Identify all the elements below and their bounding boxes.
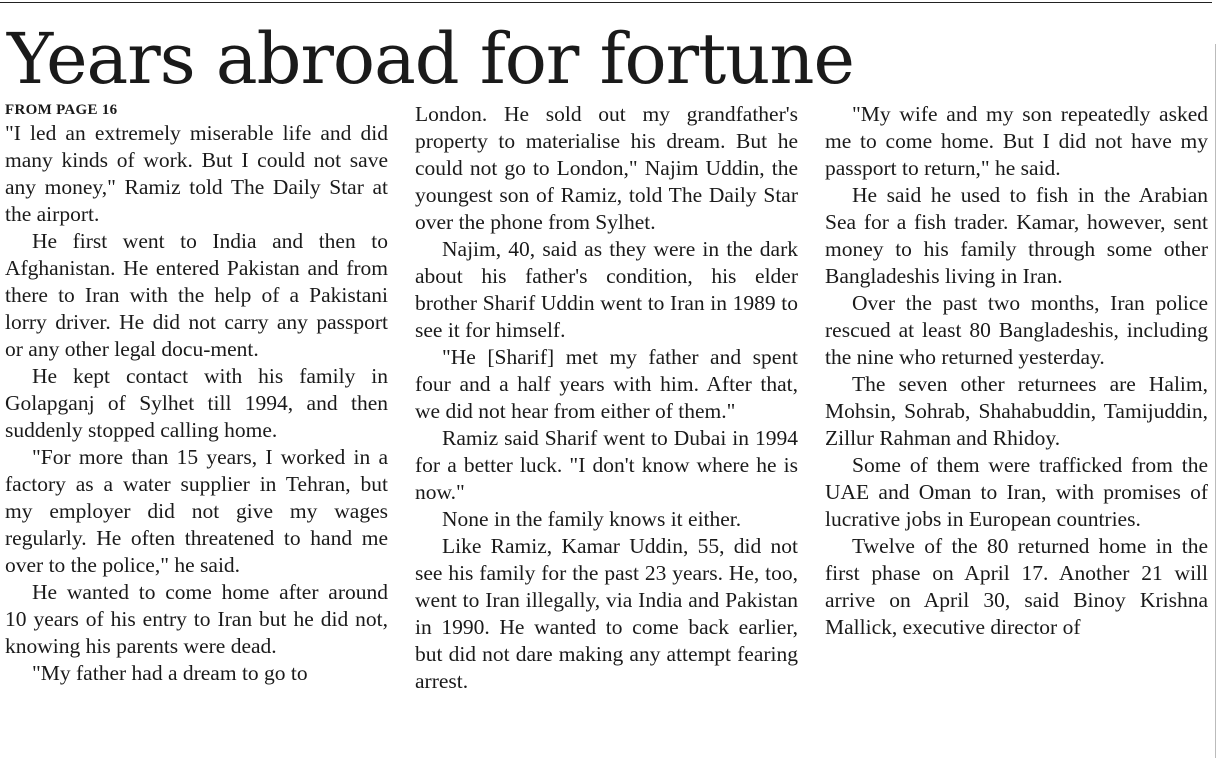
body-paragraph: "He [Sharif] met my father and spent four and a half years with him. After that, we did not hear from either of them." — [415, 345, 798, 423]
body-paragraph: He said he used to fish in the Arabian Sea for a fish trader. Kamar, however, sent money to his family through some other Bangladeshis living in Iran. — [825, 183, 1208, 288]
headline: Years abroad for fortune — [7, 18, 854, 100]
article-column-2 — [415, 101, 798, 751]
body-paragraph: Like Ramiz, Kamar Uddin, 55, did not see his family for the past 23 years. He, too, went to Iran illegally, via India and Pakistan in 1990. He wanted to come back earlier, but did not dare making any attempt fearing arrest. — [415, 534, 798, 693]
body-paragraph: He kept contact with his family in Golapganj of Sylhet till 1994, and then suddenly stopped calling home. — [5, 364, 388, 442]
body-paragraph: "I led an extremely miserable life and did many kinds of work. But I could not save any money," Ramiz told The Daily Star at the airport. — [5, 121, 388, 226]
body-paragraph: Ramiz said Sharif went to Dubai in 1994 for a better luck. "I don't know where he is now." — [415, 426, 798, 504]
column-rule — [1215, 44, 1216, 758]
body-paragraph: "My wife and my son repeatedly asked me to come home. But I did not have my passport to return," he said. — [825, 102, 1208, 180]
body-paragraph: The seven other returnees are Halim, Mohsin, Sohrab, Shahabuddin, Tamijuddin, Zillur Rahman and Rhidoy. — [825, 372, 1208, 450]
body-paragraph: Some of them were trafficked from the UAE and Oman to Iran, with promises of lucrative jobs in European countries. — [825, 453, 1208, 531]
top-rule — [0, 2, 1212, 3]
body-paragraph: "For more than 15 years, I worked in a factory as a water supplier in Tehran, but my employer did not give my wages regularly. He often threatened to hand me over to the police," he said. — [5, 445, 388, 577]
body-paragraph: Najim, 40, said as they were in the dark about his father's condition, his elder brother Sharif Uddin went to Iran in 1989 to see it for himself. — [415, 237, 798, 342]
body-paragraph: London. He sold out my grandfather's property to materialise his dream. But he could not go to London," Najim Uddin, the youngest son of Ramiz, told The Daily Star over the phone from Sylhet. — [415, 102, 798, 234]
body-paragraph: Over the past two months, Iran police rescued at least 80 Bangladeshis, including the nine who returned yesterday. — [825, 291, 1208, 369]
body-paragraph: He wanted to come home after around 10 years of his entry to Iran but he did not, knowing his parents were dead. — [5, 580, 388, 658]
body-paragraph: He first went to India and then to Afghanistan. He entered Pakistan and from there to Iran with the help of a Pakistani lorry driver. He did not carry any passport or any other legal docu-ment. — [5, 229, 388, 361]
body-paragraph: "My father had a dream to go to — [32, 661, 308, 685]
body-paragraph: None in the family knows it either. — [442, 507, 742, 531]
article-column-3 — [825, 101, 1208, 751]
article-column-1 — [5, 101, 388, 751]
continuation-kicker: FROM PAGE 16 — [5, 102, 118, 118]
body-paragraph: Twelve of the 80 returned home in the first phase on April 17. Another 21 will arrive on April 30, said Binoy Krishna Mallick, executive director of — [825, 534, 1208, 639]
